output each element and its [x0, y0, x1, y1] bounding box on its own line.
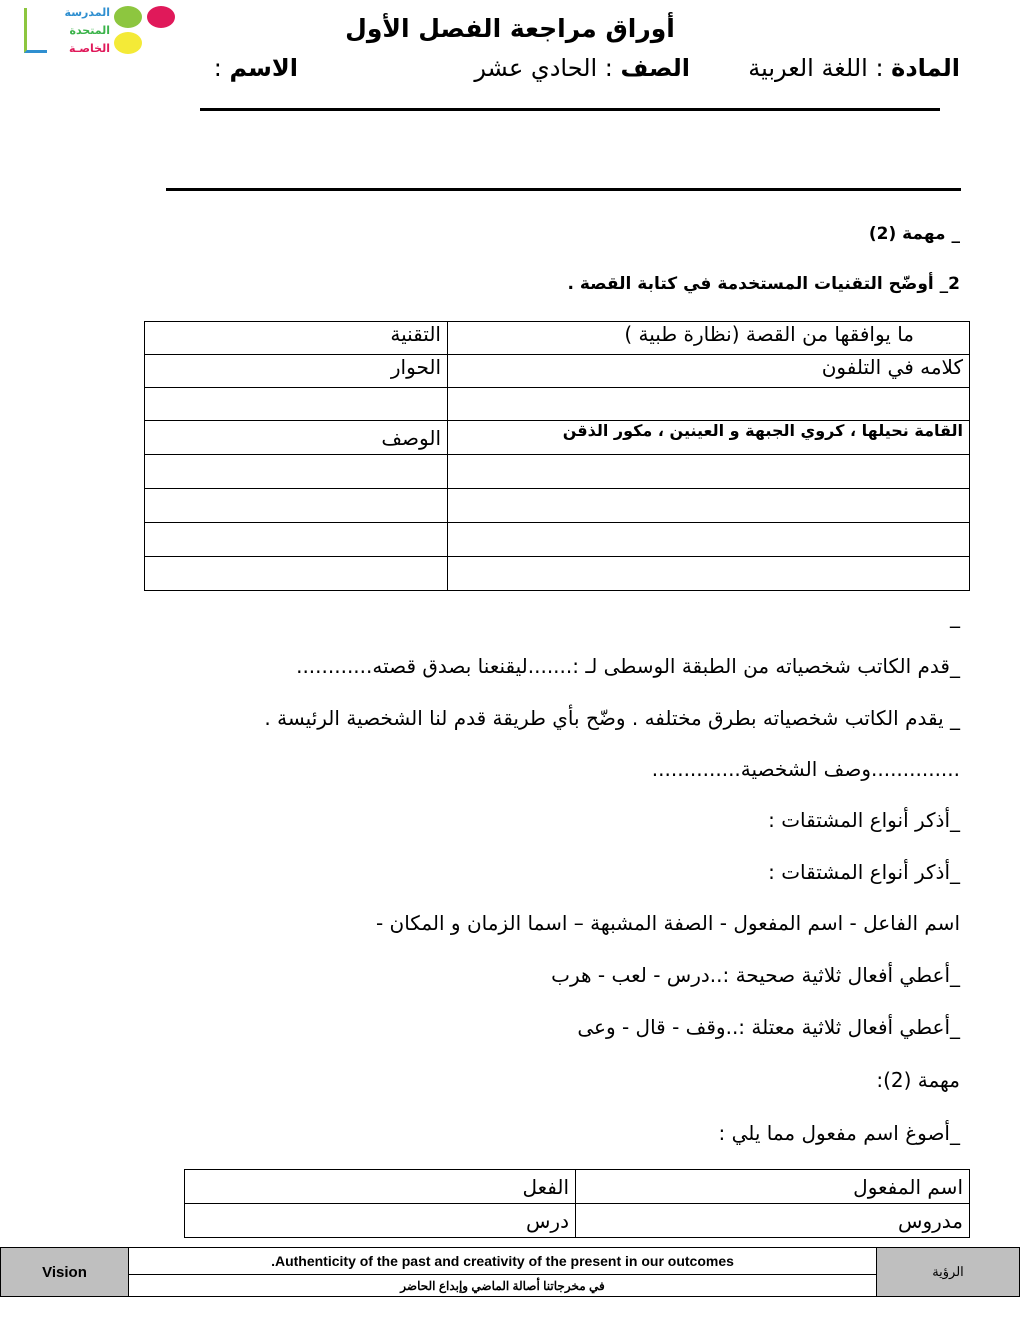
- task-question: 2_ أوضّح التقنيات المستخدمة في كتابة القصة .: [567, 274, 960, 294]
- footer-center-en: Authenticity of the past and creativity of the present in our outcomes.: [129, 1248, 877, 1275]
- line-characters-methods: _ يقدم الكاتب شخصياته بطرق مختلفه . وضّح بأي طريقة قدم لنا الشخصية الرئيسة .: [264, 706, 960, 730]
- task2-heading: مهمة (2):: [876, 1068, 960, 1092]
- name-underline: [200, 108, 940, 111]
- table-cell: [145, 455, 448, 489]
- name-field: [214, 54, 298, 82]
- logo-yellow-dot: [114, 32, 142, 54]
- table-header-object-noun: اسم المفعول: [576, 1170, 970, 1204]
- footer-center-ar: في مخرجاتنا أصالة الماضي وإبداع الحاضر: [129, 1275, 877, 1297]
- footer-right: الرؤية: [877, 1248, 1020, 1297]
- name-colon: :: [213, 54, 222, 82]
- grade-value: : الحادي عشر: [474, 54, 613, 82]
- line-character-description: ..............وصف الشخصية..............: [651, 757, 960, 781]
- line-derivatives-1: _أذكر أنواع المشتقات :: [768, 808, 960, 832]
- logo-line1: المدرسة: [64, 6, 110, 19]
- page-title: أوراق مراجعة الفصل الأول: [345, 14, 675, 43]
- table-cell: القامة نحيلها ، كروي الجبهة و العينين ، مكور الذقن: [448, 421, 970, 455]
- table-cell: [145, 523, 448, 557]
- table-cell: مدروس: [576, 1204, 970, 1238]
- table-cell: [448, 523, 970, 557]
- table-cell: [145, 489, 448, 523]
- table-cell: [448, 388, 970, 421]
- line-middle-class: _قدم الكاتب شخصياته من الطبقة الوسطى لـ :.......ليقنعنا بصدق قصته............: [296, 654, 960, 678]
- subject-value: : اللغة العربية: [748, 54, 884, 82]
- table-cell: [145, 557, 448, 591]
- header-divider: [166, 188, 961, 191]
- table-cell: [145, 388, 448, 421]
- table-cell: كلامه في التلفون: [448, 355, 970, 388]
- table-header-verb: الفعل: [185, 1170, 576, 1204]
- name-label: الاسم: [229, 54, 298, 82]
- footer-left: Vision: [1, 1248, 129, 1297]
- table-header-match: ما يوافقها من القصة (نظارة طبية ): [448, 322, 970, 355]
- line-weak-verbs: _أعطي أفعال ثلاثية معتلة :..وقف - قال - وعى: [577, 1015, 960, 1039]
- line-derivative-types: اسم الفاعل - اسم المفعول - الصفة المشبهة – اسما الزمان و المكان -: [375, 911, 960, 935]
- table-cell: [448, 455, 970, 489]
- dash-line: _: [950, 604, 960, 628]
- table-cell: [448, 557, 970, 591]
- table-header-technique: التقنية: [145, 322, 448, 355]
- grade-field: [474, 54, 690, 82]
- logo-line2: المتحدة: [69, 24, 110, 37]
- table-cell: الوصف: [145, 421, 448, 455]
- grade-label: الصف: [620, 54, 690, 82]
- techniques-table: [144, 321, 970, 591]
- line-derivatives-2: _أذكر أنواع المشتقات :: [768, 860, 960, 884]
- logo-pink-dot: [147, 6, 175, 28]
- line-form-object-noun: _أصوغ اسم مفعول مما يلي :: [718, 1121, 960, 1145]
- object-noun-table: [184, 1169, 970, 1238]
- logo-green-dot: [114, 6, 142, 28]
- subject-label: المادة: [891, 54, 960, 82]
- subject-field: [748, 54, 960, 82]
- table-cell: [448, 489, 970, 523]
- logo-line3: الخاصـة: [68, 42, 110, 55]
- task-heading: _ مهمة (2): [868, 224, 960, 244]
- line-sound-verbs: _أعطي أفعال ثلاثية صحيحة :..درس - لعب - هرب: [551, 963, 960, 987]
- table-cell: درس: [185, 1204, 576, 1238]
- vision-footer: [0, 1247, 1020, 1297]
- table-cell: الحوار: [145, 355, 448, 388]
